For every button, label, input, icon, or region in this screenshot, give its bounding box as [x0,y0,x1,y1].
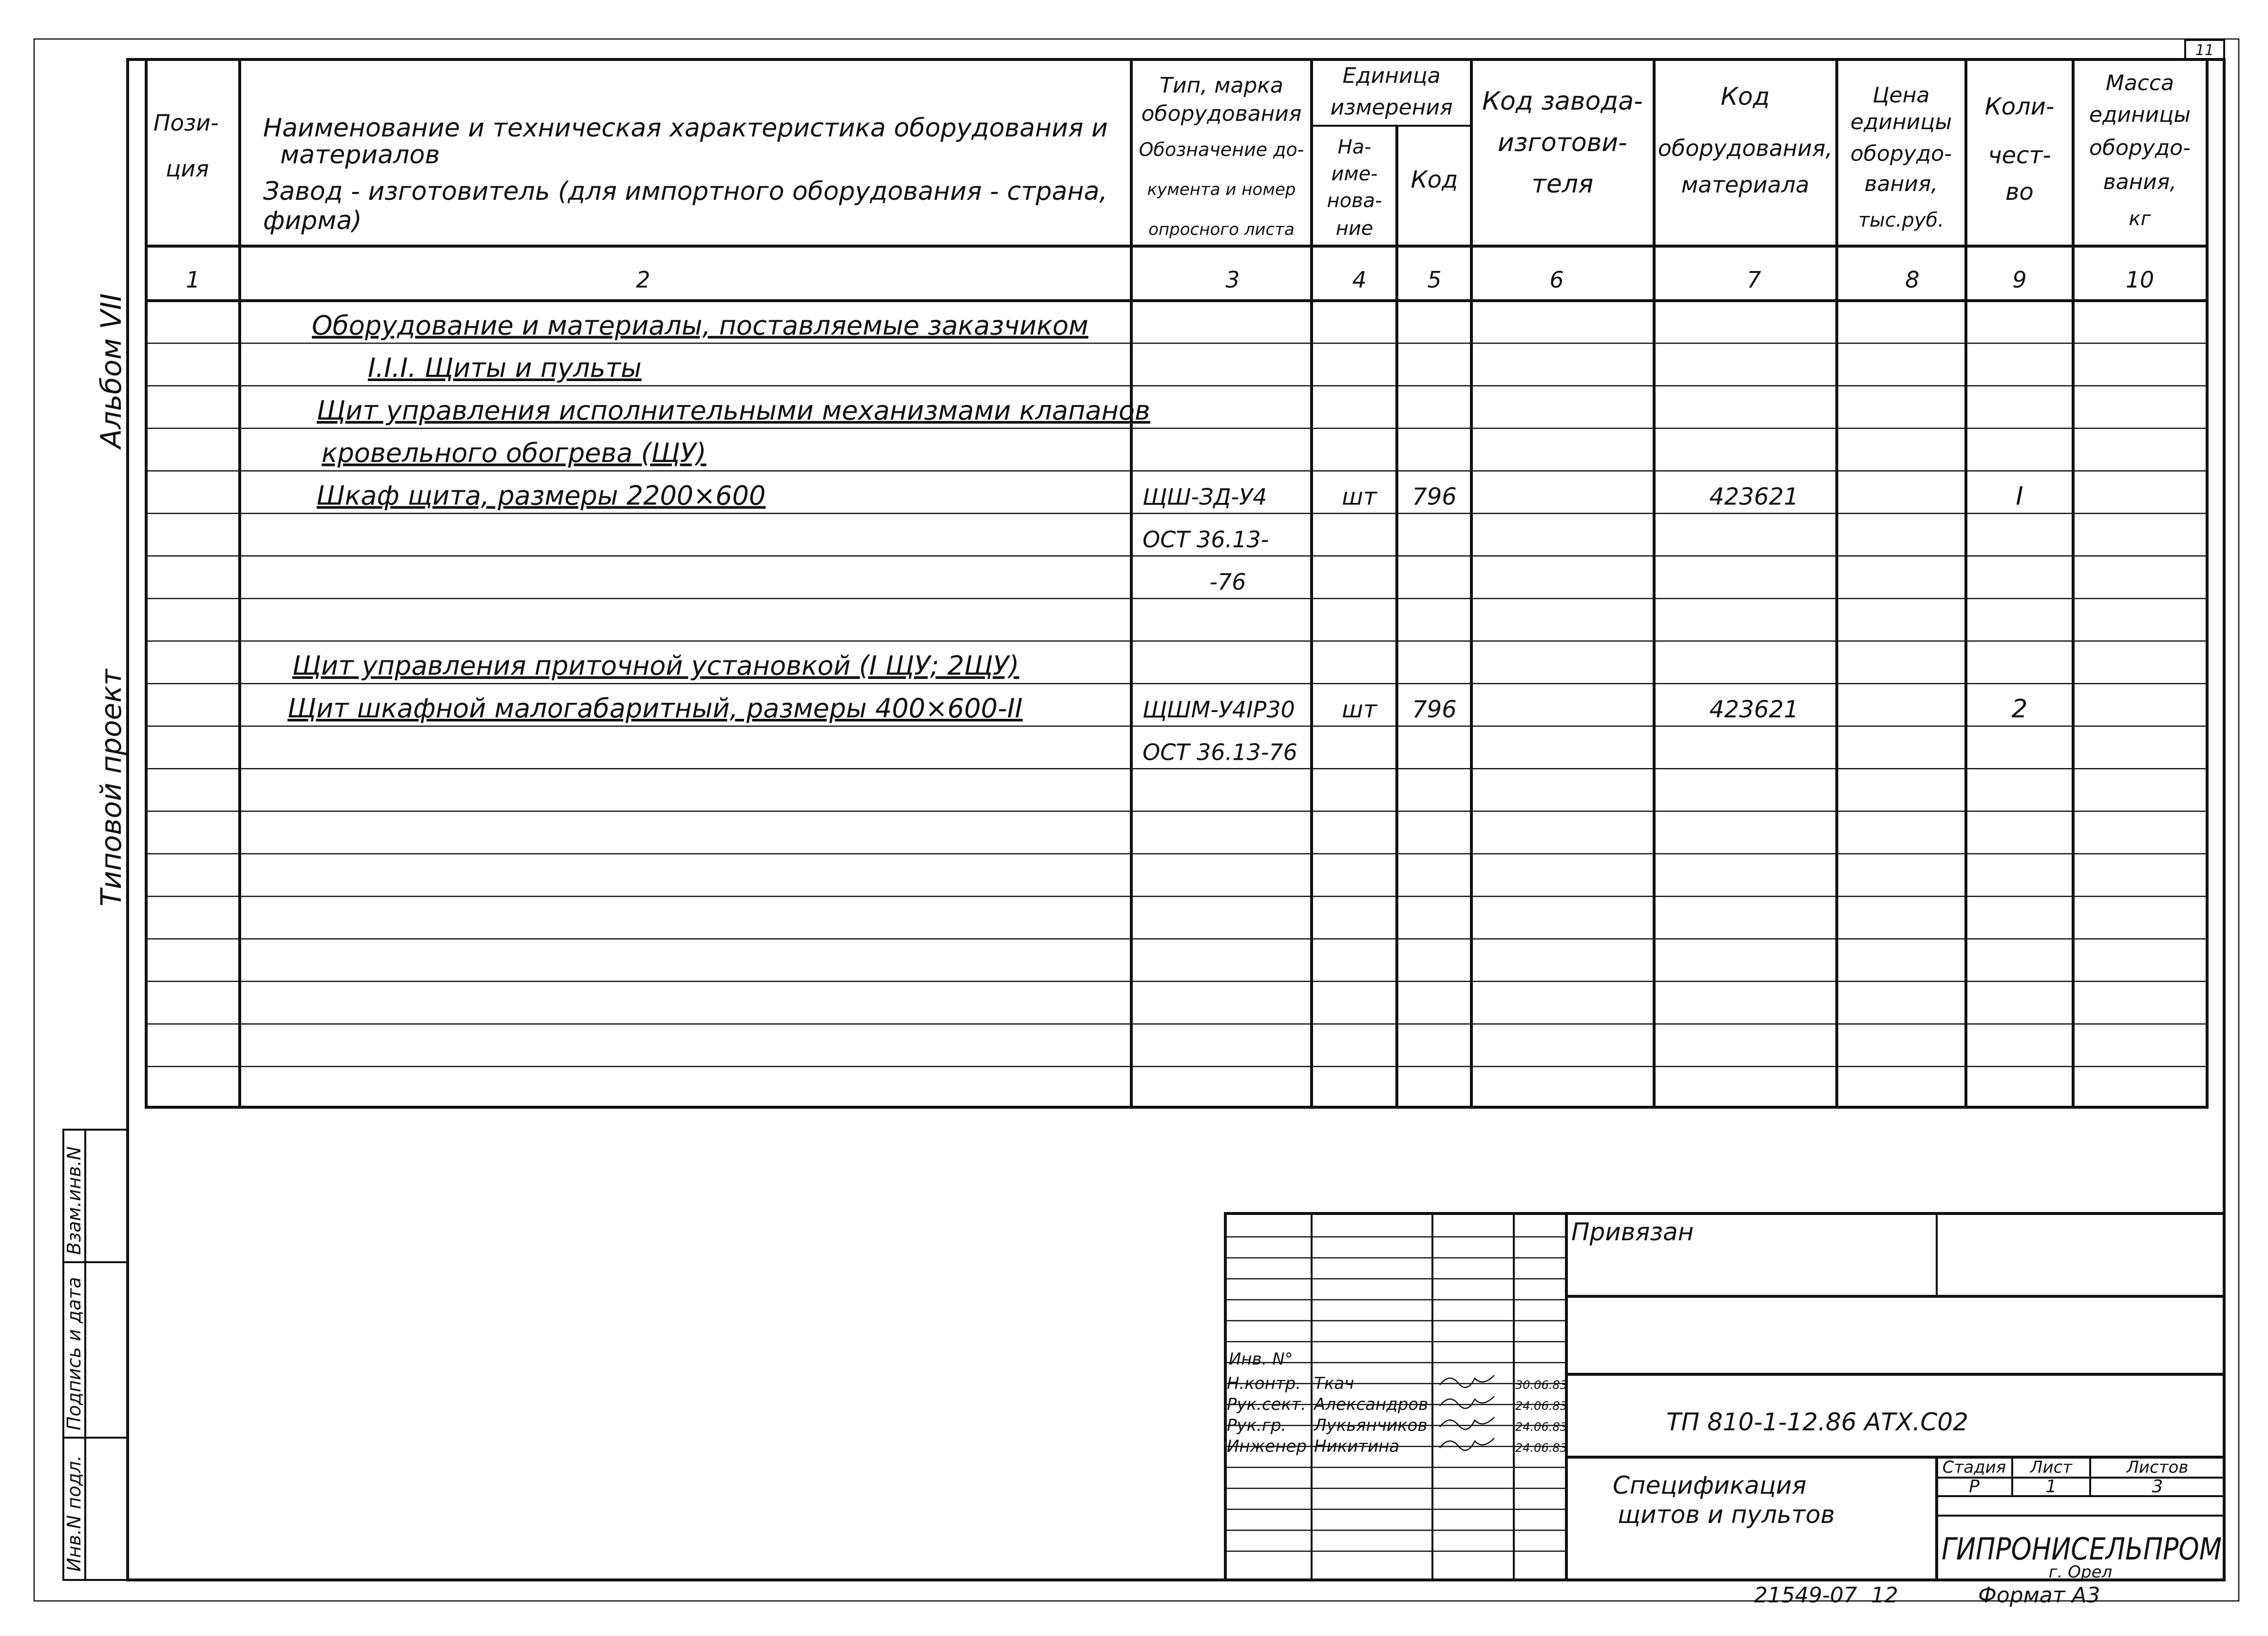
page-number: 12 [1871,1583,1898,1608]
org-name: ГИПРОНИСЕЛЬПРОМ [1942,1531,2222,1567]
privyazan-label: Привязан [1571,1218,1694,1246]
hdr-equip-1: Код [1720,82,1770,111]
hdr-name-2: материалов [280,140,440,170]
signature-icon [1440,1375,1494,1387]
hdr-factory-1: Код завода- [1482,87,1643,116]
signer-name: Александров [1314,1395,1429,1414]
sheets-value: 3 [2152,1477,2163,1497]
colnum-4: 4 [1352,267,1367,293]
signer-date: 24.06.83 [1515,1441,1567,1455]
row-name: Щит управления приточной установкой (I ЩУ; 2ЩУ) [292,650,1019,681]
row-name: Щит управления исполнительными механизмами клапанов [317,395,1150,426]
row-unit-code: 796 [1412,696,1457,723]
signer-date: 24.06.83 [1515,1399,1567,1413]
colnum-1: 1 [186,267,200,293]
hdr-name-4: фирма) [263,206,362,235]
hdr-mass-1: Масса [2105,71,2174,96]
doc-title-2: щитов и пультов [1618,1501,1835,1529]
hdr-name-3: Завод - изготовитель (для импортного оборудования - страна, [263,177,1107,206]
hdr-price-1: Цена [1872,83,1930,108]
project-label: Типовой проект [95,669,128,906]
row-name: I.I.I. Щиты и пульты [368,352,642,384]
colnum-7: 7 [1747,267,1761,293]
footer [1754,1583,2100,1608]
stage-value: Р [1969,1477,1980,1497]
sheet-value: 1 [2045,1477,2057,1497]
column-numbers [186,267,2154,293]
hdr-unitname-1: На- [1337,136,1372,158]
inv-no-label: Инв. N° [1229,1349,1293,1369]
sheets-label: Листов [2126,1458,2189,1477]
row-name: Шкаф щита, размеры 2200×600 [317,480,766,511]
archive-number: 21549-07 [1754,1583,1857,1608]
hdr-price-4: вания, [1864,172,1938,196]
row-unit-code: 796 [1412,483,1457,511]
hdr-equip-2: оборудования, [1658,135,1833,161]
margin-stamp [63,1130,128,1580]
colnum-6: 6 [1549,267,1564,293]
signer-date: 30.06.83 [1515,1378,1567,1392]
sheet-number: 11 [2195,42,2214,59]
hdr-unit-2: измерения [1330,95,1453,120]
hdr-type-3: Обозначение до- [1139,139,1304,160]
stage-label: Стадия [1942,1458,2006,1477]
row-unit: шт [1342,483,1377,511]
colnum-10: 10 [2125,267,2154,293]
row-qty: 2 [2011,694,2028,724]
hdr-type-1: Тип, марка [1160,73,1283,98]
hdr-type-2: оборудования [1141,101,1302,126]
signer-name: Никитина [1314,1437,1400,1456]
doc-code: ТП 810-1-12.86 АТХ.С02 [1666,1408,1968,1436]
signature-icon [1440,1438,1494,1450]
table-header [153,63,2191,240]
colnum-2: 2 [636,267,650,293]
hdr-unitcode: Код [1410,166,1458,193]
hdr-price-5: тыс.руб. [1858,209,1944,231]
hdr-qty-1: Коли- [1984,93,2055,120]
row-type: ОСТ 36.13-76 [1143,739,1297,766]
hdr-unitname-4: ние [1335,217,1373,240]
table-rows [287,310,2028,765]
colnum-9: 9 [2012,267,2027,293]
hdr-type-5: опросного листа [1148,220,1295,239]
hdr-pos-1: Пози- [153,110,219,136]
hdr-qty-2: чест- [1988,142,2051,169]
hdr-equip-3: материала [1681,172,1810,198]
colnum-3: 3 [1225,267,1240,293]
row-name: кровельного обогрева (ЩУ) [322,438,706,469]
hdr-unit-1: Единица [1342,63,1441,88]
signer-role: Рук.сект. [1227,1395,1306,1414]
signer-role: Инженер [1227,1437,1307,1456]
row-equip-code: 423621 [1709,696,1799,723]
row-name: Щит шкафной малогабаритный, размеры 400×600-II [287,693,1023,724]
row-equip-code: 423621 [1709,483,1799,511]
hdr-type-4: кумента и номер [1147,180,1296,199]
hdr-name-1: Наименование и техническая характеристика оборудования и [263,114,1108,143]
hdr-qty-3: во [2005,178,2034,206]
hdr-factory-3: теля [1531,170,1594,199]
hdr-factory-2: изготови- [1498,128,1627,157]
hdr-unitname-3: нова- [1327,190,1382,212]
inv-podl-label: Инв.N подл. [63,1455,85,1572]
row-qty: I [2016,481,2023,511]
hdr-mass-5: кг [2129,208,2151,230]
hdr-mass-4: вания, [2103,170,2177,194]
colnum-5: 5 [1427,267,1442,293]
podpis-data-label: Подпись и дата [63,1277,85,1430]
signer-name: Ткач [1314,1374,1354,1393]
row-unit: шт [1342,696,1377,723]
hdr-price-2: единицы [1850,110,1952,135]
album-label: Альбом VII [95,293,128,448]
signature-icon [1440,1417,1494,1429]
signature-icon [1440,1396,1494,1408]
row-type: ЩШМ-У4IP30 [1143,696,1295,723]
sheet-label: Лист [2030,1458,2073,1477]
hdr-pos-2: ция [166,155,209,182]
signer-role: Рук.гр. [1227,1416,1287,1435]
row-type: -76 [1209,569,1246,596]
colnum-8: 8 [1905,267,1920,293]
hdr-price-3: оборудо- [1850,141,1952,166]
hdr-unitname-2: име- [1331,163,1378,185]
signer-date: 24.06.83 [1515,1420,1567,1434]
org-city: г. Орел [2048,1562,2113,1582]
row-type: ЩШ-ЗД-У4 [1143,483,1267,510]
hdr-mass-2: единицы [2089,102,2191,127]
hdr-mass-3: оборудо- [2089,135,2191,160]
signer-role: Н.контр. [1227,1374,1301,1393]
format-label: Формат А3 [1978,1583,2100,1608]
signer-name: Лукьянчиков [1314,1416,1428,1435]
row-name: Оборудование и материалы, поставляемые заказчиком [312,310,1088,341]
row-type: ОСТ 36.13- [1143,526,1269,553]
title-block [1225,1213,2224,1582]
vzam-inv-label: Взам.инв.N [63,1146,85,1255]
doc-title-1: Спецификация [1613,1471,1807,1500]
